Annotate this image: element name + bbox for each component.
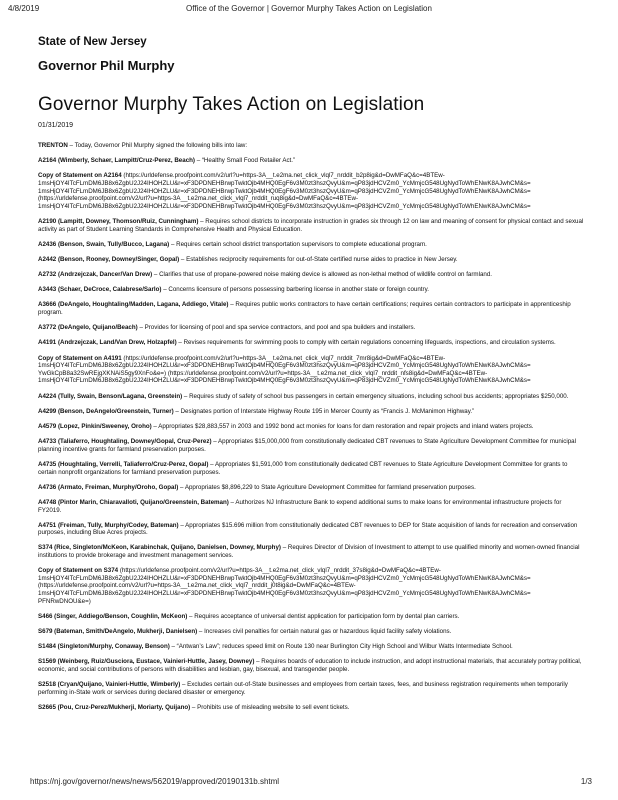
bill-description: – Requires certain school district transportation supervisors to complete educational program. [169, 240, 427, 248]
bill-description: – Appropriates $15.696 million from constitutionally dedicated CBT revenues to DEP for State acquisition of lands for recreation and conservation purposes, including Blue Acres projects. [38, 521, 578, 537]
bill-item [38, 544, 586, 559]
bill-description: – Provides for licensing of pool and spa service contractors, and pool and spa builders and installers. [137, 324, 416, 332]
statement-url-text[interactable]: 1msHjOY4ITcFLmDM6JB8x6ZgbU2J24IHOHZLU&r=xF3DPDNEHBrwpTwktOjb4MHQ0EgF6v3M0zt3hszQvyU&m=qP83jdHCVZm0_YcMmjcG548UgNydToWhENwK8AJwhCM&s= [38, 187, 531, 195]
bill-description: – Establishes reciprocity requirements for out-of-State certified nurse aides to practice in New Jersey. [179, 255, 458, 263]
bill-id-sponsors: A2164 (Wimberly, Schaer, Lampitt/Cruz-Perez, Beach) [38, 157, 195, 165]
statement-url-text[interactable]: YwGkCpB8a32SwREjgXKNAiS5gy9XnFo&e=) (https://urldefense.proofpoint.com/v2/url?u=https-3A__t.e2ma.net_click_vlql7_nrddit_nfs8ig&d=DwMFaQ&c=4BTEw- [38, 369, 488, 377]
statement-url-line[interactable] [38, 590, 586, 598]
statement-url-line[interactable] [38, 598, 586, 606]
bill-description: – Appropriates $8,896,229 to State Agriculture Development Committee for farmland preservation purposes. [178, 483, 476, 491]
bill-item [38, 438, 586, 453]
bill-item [38, 256, 586, 264]
bill-description: – Requires school districts to incorporate instruction in grades six through 12 on law and meaning of consent for physical contact and sexual activity as part of Student Learning Standards in Comprehensive Health and Physical Education. [38, 217, 584, 233]
page-title: Governor Murphy Takes Action on Legislation [38, 94, 425, 115]
statement-url-text[interactable]: (https://urldefense.proofpoint.com/v2/url?u=https-3A__t.e2ma.net_click_vlql7_nrddit_7mr8ig&d=DwMFaQ&c=4BTEw- [121, 354, 446, 362]
bill-item [38, 423, 586, 431]
bill-id-sponsors: A4224 (Tully, Swain, Benson/Lagana, Greenstein) [38, 392, 183, 400]
statement-link-label[interactable]: Copy of Statement on A4191 [38, 354, 122, 362]
statement-url-text[interactable]: (https://urldefense.proofpoint.com/v2/url?u=https-3A__t.e2ma.net_click_vlql7_nrddit_j0t8ig&d=DwMFaQ&c=4BTEw- [38, 582, 356, 590]
bill-id-sponsors: A4733 (Taliaferro, Houghtaling, Downey/Gopal, Cruz-Perez) [38, 438, 212, 446]
bill-description: – Requires public works contractors to have certain certifications; requires certain contractors to participate in apprenticeship program. [38, 301, 571, 317]
footer-url: https://nj.gov/governor/news/news/562019/approved/20190131b.shtml [30, 777, 280, 786]
bill-id-sponsors: A4299 (Benson, DeAngelo/Greenstein, Turner) [38, 407, 174, 415]
bill-item [38, 157, 586, 165]
bill-description: – Concerns licensure of persons possessing barbering license in another state or foreign country. [161, 286, 429, 294]
print-header [0, 4, 618, 16]
statement-url-text[interactable]: 1msHjOY4ITcFLmDM6JB8x6ZgbU2J24IHOHZLU&r=xF3DPDNEHBrwpTwktOjb4MHQ0EgF6v3M0zt3hszQvyU&m=qP83jdHCVZm0_YcMmjcG548UgNydToWhENwK8AJwhCM&s= [38, 362, 531, 370]
bill-id-sponsors: A3443 (Schaer, DeCroce, Calabrese/Sarlo) [38, 286, 162, 294]
bill-id-sponsors: S1484 (Singleton/Murphy, Conaway, Benson) [38, 643, 170, 651]
bill-description: – Increases civil penalties for certain natural gas or hazardous liquid facility safety violations. [197, 628, 452, 635]
statement-url-line[interactable] [38, 362, 586, 370]
bill-description: – Clarifies that use of propane-powered noise making device is allowed as non-lethal method of wildlife control on farmland. [152, 271, 492, 279]
statement-url-line[interactable] [38, 172, 586, 180]
bill-item [38, 681, 586, 696]
site-state-link[interactable]: State of New Jersey [38, 36, 147, 48]
bill-item [38, 241, 586, 249]
bill-item [38, 522, 586, 537]
bill-description: – Requires study of safety of school bus passengers in certain emergency situations, including school bus accidents; appropriates $250,000. [182, 392, 569, 400]
bill-description: – Requires boards of education to include instruction, and adopt instructional materials, that accurately portray political, economic, and social contributions of persons with disabilities and lesbian, gay, bisexual, and transgender people. [38, 658, 582, 673]
bill-item [38, 461, 586, 476]
statement-url-text[interactable]: 1msHjOY4ITcFLmDM6JB8x6ZgbU2J24IHOHZLU&r=xF3DPDNEHBrwpTwktOjb4MHQ0EgF6v3M0zt3hszQvyU&m=qP83jdHCVZm0_YcMmjcG548UgNydToWhENwK8AJwhCM&s= [38, 590, 531, 598]
statement-url-text[interactable]: (https://urldefense.proofpoint.com/v2/url?u=https-3A__t.e2ma.net_click_vlql7_nrddit_37s8ig&d=DwMFaQ&c=4BTEw- [118, 567, 441, 575]
statement-link-block [38, 567, 586, 605]
bill-description: – Appropriates $15,000,000 from constitutionally dedicated CBT revenues to State Agriculture Development Committee for municipal planning incentive grants for farmland preservation purposes. [38, 438, 576, 453]
bill-id-sponsors: A4579 (Lopez, Pinkin/Sweeney, Oroho) [38, 422, 152, 430]
statement-link-label[interactable]: Copy of Statement on S374 [38, 567, 119, 575]
bill-list [38, 157, 586, 711]
statement-url-line[interactable] [38, 567, 586, 575]
intro-dateline: TRENTON [38, 142, 68, 149]
bill-id-sponsors: S2518 (Cryan/Quijano, Vainieri-Huttle, Wimberly) [38, 681, 181, 689]
bill-id-sponsors: A2442 (Benson, Rooney, Downey/Singer, Gopal) [38, 255, 180, 263]
bill-description: – “Antwan’s Law”; reduces speed limit on Route 130 near Burlington City High School and Wilbur Watts Intermediate School. [169, 643, 513, 651]
bill-id-sponsors: A3666 (DeAngelo, Houghtaling/Madden, Lagana, Addiego, Vitale) [38, 301, 229, 309]
print-date: 4/8/2019 [8, 4, 40, 13]
bill-description: – Authorizes NJ Infrastructure Bank to expend additional sums to make loans for environmental infrastructure projects for FY2019. [38, 498, 562, 514]
bill-id-sponsors: A2732 (Andrzejczak, Dancer/Van Drew) [38, 271, 153, 279]
statement-url-line[interactable] [38, 582, 586, 590]
bill-description: – Appropriates $28,883,557 in 2003 and 1992 bond act monies for loans for dam restoration and repair projects and inland waters projects. [151, 422, 534, 430]
bill-item [38, 286, 586, 294]
statement-url-text[interactable]: PFNRwDNOU&e=) [38, 597, 91, 605]
bill-description: – Revises requirements for swimming pools to comply with certain regulations concerning lifeguards, inspections, and circulation systems. [176, 339, 556, 347]
bill-item [38, 704, 586, 712]
bill-id-sponsors: S374 (Rice, Singleton/McKeon, Karabinchak, Quijano, Danielsen, Downey, Murphy) [38, 544, 281, 552]
bill-item [38, 339, 586, 347]
bill-description: – Requires Director of Division of Investment to attempt to use qualified minority and women-owned financial institutions to provide brokerage and investment management services. [38, 544, 580, 560]
bill-item [38, 218, 586, 233]
bill-id-sponsors: A4735 (Houghtaling, Verrelli, Taliaferro/Cruz-Perez, Gopal) [38, 460, 209, 468]
bill-id-sponsors: A2190 (Lampitt, Downey, Thomson/Ruiz, Cunningham) [38, 217, 199, 225]
statement-url-text[interactable]: 1msHjOY4ITcFLmDM6JB8x6ZgbU2J24IHOHZLU&r=xF3DPDNEHBrwpTwktOjb4MHQ0EgF6v3M0zt3hszQvyU&m=qP83jdHCVZm0_YcMmjcG548UgNydToWhENwK8AJwhCM&s= [38, 574, 531, 582]
bill-description: – Designates portion of Interstate Highway Route 195 in Mercer County as “Francis J. McManimon Highway.” [173, 407, 475, 415]
bill-item [38, 408, 586, 416]
statement-url-line[interactable] [38, 377, 586, 385]
bill-id-sponsors: S466 (Singer, Addiego/Benson, Coughlin, McKeon) [38, 612, 188, 620]
bill-id-sponsors: A4751 (Freiman, Tully, Murphy/Codey, Bateman) [38, 521, 179, 529]
statement-url-line[interactable] [38, 355, 586, 363]
statement-link-label[interactable]: Copy of Statement on A2164 [38, 172, 122, 180]
statement-link-block [38, 172, 586, 210]
article-date: 01/31/2019 [38, 122, 74, 129]
bill-id-sponsors: S679 (Bateman, Smith/DeAngelo, Mukherji, Danielsen) [38, 628, 198, 635]
bill-item [38, 393, 586, 401]
statement-url-text[interactable]: (https://urldefense.proofpoint.com/v2/url?u=https-3A__t.e2ma.net_click_vlql7_nrddit_b2p8ig&d=DwMFaQ&c=4BTEw- [121, 172, 445, 180]
bill-id-sponsors: S2665 (Pou, Cruz-Perez/Mukherji, Moriarty, Quijano) [38, 703, 191, 711]
statement-url-text[interactable]: (https://urldefense.proofpoint.com/v2/url?u=https-3A__t.e2ma.net_click_vlql7_nrddit_ruq8ig&d=DwMFaQ&c=4BTEw- [38, 195, 359, 203]
statement-url-line[interactable] [38, 188, 586, 196]
bill-id-sponsors: A4191 (Andrzejczak, Land/Van Drew, Holzapfel) [38, 339, 177, 347]
bill-description: – Requires acceptance of universal dentist application for participation form by dental plan carriers. [187, 612, 460, 620]
bill-id-sponsors: A2436 (Benson, Swain, Tully/Bucco, Lagana) [38, 240, 170, 248]
statement-url-line[interactable] [38, 180, 586, 188]
bill-item [38, 613, 586, 621]
bill-id-sponsors: A3772 (DeAngelo, Quijano/Beach) [38, 324, 138, 332]
statement-url-line[interactable] [38, 203, 586, 211]
bill-item [38, 324, 586, 332]
bill-item [38, 499, 586, 514]
bill-item [38, 301, 586, 316]
site-governor-link[interactable]: Governor Phil Murphy [38, 58, 175, 73]
statement-url-line[interactable] [38, 370, 586, 378]
print-footer [0, 777, 618, 789]
footer-page-number: 1/3 [580, 777, 592, 786]
statement-url-line[interactable] [38, 195, 586, 203]
bill-id-sponsors: A4736 (Armato, Freiman, Murphy/Oroho, Gopal) [38, 483, 179, 491]
bill-item [38, 271, 586, 279]
bill-item [38, 628, 586, 636]
statement-url-text[interactable]: 1msHjOY4ITcFLmDM6JB8x6ZgbU2J24IHOHZLU&r=xF3DPDNEHBrwpTwktOjb4MHQ0EgF6v3M0zt3hszQvyU&m=qP83jdHCVZm0_YcMmjcG548UgNydToWhENwK8AJwhCM&s= [38, 377, 531, 385]
bill-id-sponsors: A4748 (Pintor Marin, Chiaravalloti, Quijano/Greenstein, Bateman) [38, 498, 229, 506]
article-intro [38, 142, 586, 150]
bill-description: – Appropriates $1,591,000 from constitutionally dedicated CBT revenues to State Agriculture Development Committee for grants to certain nonprofit organizations for farmland preservation purposes. [38, 460, 568, 476]
bill-description: – Excludes certain out-of-State businesses and employees from certain taxes, fees, and business registration requirements when temporarily performing in-State work or services during declared disaster or emergency. [38, 681, 568, 696]
statement-link-block [38, 355, 586, 385]
statement-url-line[interactable] [38, 575, 586, 583]
statement-url-text[interactable]: 1msHjOY4ITcFLmDM6JB8x6ZgbU2J24IHOHZLU&r=xF3DPDNEHBrwpTwktOjb4MHQ0EgF6v3M0zt3hszQvyU&m=qP83jdHCVZm0_YcMmjcG548UgNydToWhENwK8AJwhCM&s= [38, 202, 531, 210]
statement-url-text[interactable]: 1msHjOY4ITcFLmDM6JB8x6ZgbU2J24IHOHZLU&r=xF3DPDNEHBrwpTwktOjb4MHQ0EgF6v3M0zt3hszQvyU&m=qP83jdHCVZm0_YcMmjcG548UgNydToWhENwK8AJwhCM&s= [38, 179, 531, 187]
intro-text: – Today, Governor Phil Murphy signed the following bills into law: [67, 142, 248, 149]
bill-item [38, 484, 586, 492]
print-title: Office of the Governor | Governor Murphy Takes Action on Legislation [186, 4, 432, 13]
bill-id-sponsors: S1569 (Weinberg, Ruiz/Gusciora, Eustace, Vainieri-Huttle, Jasey, Downey) [38, 658, 255, 666]
article-body [38, 142, 586, 719]
bill-description: – Prohibits use of misleading website to sell event tickets. [190, 703, 350, 711]
bill-item [38, 658, 586, 673]
bill-item [38, 643, 586, 651]
bill-description: – “Healthy Small Food Retailer Act.” [194, 157, 296, 165]
